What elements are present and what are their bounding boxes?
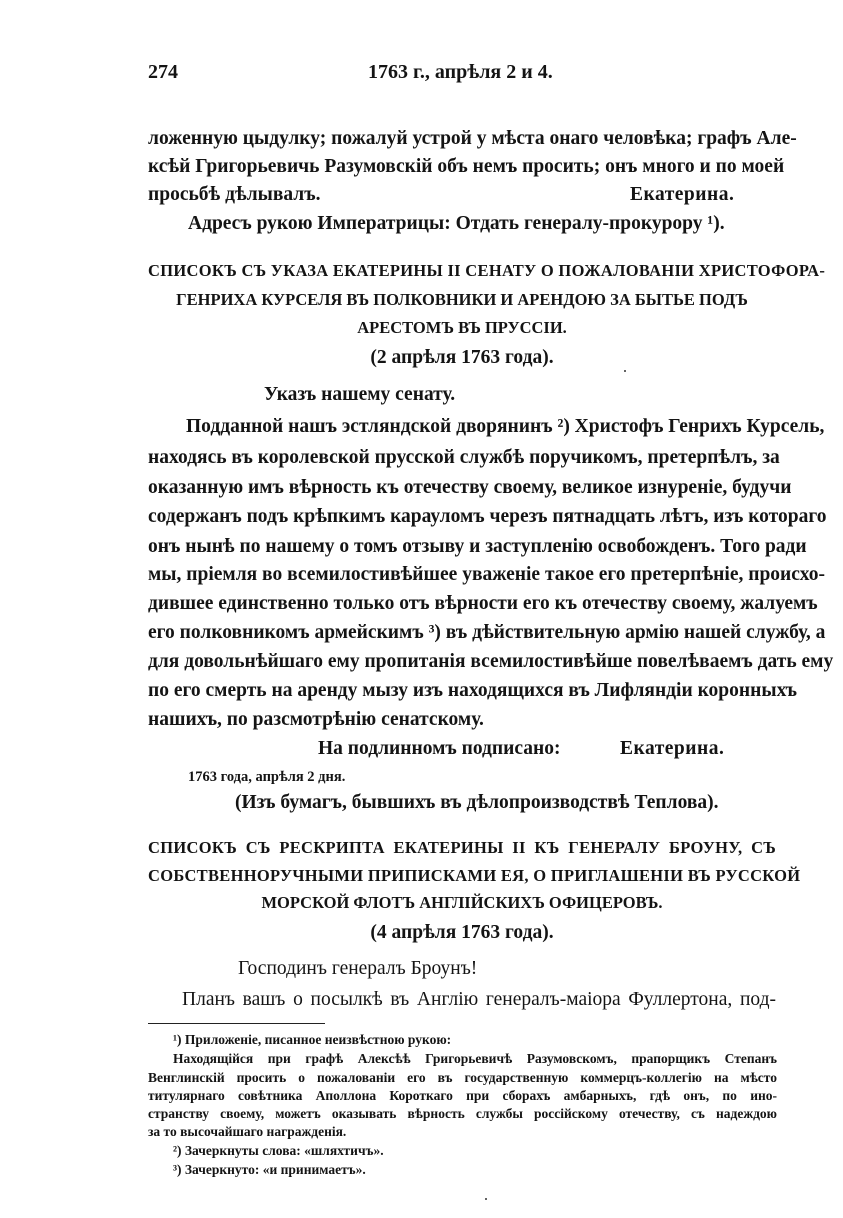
footnote-rule — [148, 1023, 325, 1024]
doc1-line-2: находясь въ королевской прусской службѣ поручикомъ, претерпѣлъ, за — [148, 447, 780, 468]
carryover-address: Адресъ рукою Императрицы: Отдать генералу-прокурору ¹). — [188, 213, 725, 234]
doc2-title-line-1: СПИСОКЪ СЪ РЕСКРИПТА ЕКАТЕРИНЫ II КЪ ГЕНЕРАЛУ БРОУНУ, СЪ — [148, 838, 776, 857]
footnote-1-line-3: титулярнаго совѣтника Аполлона Короткаго при сборахъ амбарныхъ, гдѣ онъ, по ино- — [148, 1088, 777, 1103]
carryover-line-2: ксѣй Григорьевичь Разумовскій объ немъ просить; онъ много и по моей — [148, 156, 785, 177]
doc1-line-1: Подданной нашъ эстляндской дворянинъ ²) Христофъ Генрихъ Курсель, — [186, 416, 825, 437]
doc2-title-line-2: СОБСТВЕННОРУЧНЫМИ ПРИПИСКАМИ ЕЯ, О ПРИГЛАШЕНІИ ВЪ РУССКОЙ — [148, 866, 801, 885]
footnote-3: ³) Зачеркнуто: «и принимаетъ». — [173, 1162, 366, 1177]
doc1-signed-label: На подлинномъ подписано: — [318, 738, 561, 759]
footnote-1-line-1: Находящійся при графѣ Алексѣѣ Григорьевичѣ Разумовскомъ, прапорщикъ Степанъ — [173, 1051, 777, 1066]
footnote-1-line-4: странству своему, можетъ оказывать вѣрность службы россійскому отечеству, съ надеждою — [148, 1106, 777, 1121]
footnote-1-head: ¹) Приложеніе, писанное неизвѣстною рукою: — [173, 1032, 452, 1047]
running-title: 1763 г., апрѣля 2 и 4. — [368, 61, 553, 83]
doc1-line-8: его полковникомъ армейскимъ ³) въ дѣйствительную армію нашей службу, а — [148, 622, 826, 643]
doc2-salutation: Господинъ генералъ Броунъ! — [238, 958, 478, 979]
doc1-title-line-3: АРЕСТОМЪ ВЪ ПРУССІИ. — [357, 318, 567, 337]
footnote-2: ²) Зачеркнуты слова: «шляхтичъ». — [173, 1143, 384, 1158]
doc1-line-11: нашихъ, по разсмотрѣнію сенатскому. — [148, 709, 484, 730]
page-number: 274 — [148, 61, 178, 83]
doc2-title-line-3: МОРСКОЙ ФЛОТЪ АНГЛІЙСКИХЪ ОФИЦЕРОВЪ. — [261, 893, 663, 912]
speck — [624, 370, 626, 372]
doc1-date: (2 апрѣля 1763 года). — [370, 347, 554, 368]
doc1-title-line-2: ГЕНРИХА КУРСЕЛЯ ВЪ ПОЛКОВНИКИ И АРЕНДОЮ ЗА БЫТЬЕ ПОДЪ — [176, 290, 748, 309]
carryover-line-3: просьбѣ дѣлывалъ. — [148, 184, 321, 205]
doc1-source: (Изъ бумагъ, бывшихъ въ дѣлопроизводствѣ Теплова). — [235, 792, 719, 813]
doc1-salutation: Указъ нашему сенату. — [264, 384, 456, 405]
doc1-line-5: онъ нынѣ по нашему о томъ отзыву и заступленію освобожденъ. Того ради — [148, 536, 807, 557]
speck — [485, 1198, 487, 1200]
carryover-signature: Екатерина. — [630, 184, 735, 205]
doc1-line-6: мы, пріемля во всемилостивѣйшее уваженіе такое его претерпѣніе, происхо- — [148, 564, 825, 585]
doc1-line-10: по его смерть на аренду мызу изъ находящихся въ Лифляндіи коронныхъ — [148, 680, 797, 701]
footnote-1-line-5: за то высочайшаго награжденія. — [148, 1124, 347, 1139]
doc1-line-3: оказанную имъ вѣрность къ отечеству своему, великое изнуреніе, будучи — [148, 477, 792, 498]
doc2-first-line: Планъ вашъ о посылкѣ въ Англію генералъ-маіора Фуллертона, под- — [182, 989, 776, 1010]
doc1-line-4: содержанъ подъ крѣпкимъ карауломъ черезъ пятнадцать лѣтъ, изъ котораго — [148, 506, 827, 527]
carryover-line-1: ложенную цыдулку; пожалуй устрой у мѣста онаго человѣка; графъ Але- — [148, 128, 797, 149]
doc1-dateline: 1763 года, апрѣля 2 дня. — [188, 769, 346, 785]
doc1-line-9: для довольнѣйшаго ему пропитанія всемилостивѣйше повелѣваемъ дать ему — [148, 651, 834, 672]
doc1-signature: Екатерина. — [620, 738, 725, 759]
footnote-1-line-2: Венглинскій просить о пожалованіи его въ государственную коммерцъ-коллегію на мѣсто — [148, 1070, 777, 1085]
doc2-date: (4 апрѣля 1763 года). — [370, 922, 554, 943]
doc1-line-7: дившее единственно только отъ вѣрности его къ отечеству своему, жалуемъ — [148, 593, 818, 614]
doc1-title-line-1: СПИСОКЪ СЪ УКАЗА ЕКАТЕРИНЫ II СЕНАТУ О ПОЖАЛОВАНІИ ХРИСТОФОРА- — [148, 261, 826, 280]
